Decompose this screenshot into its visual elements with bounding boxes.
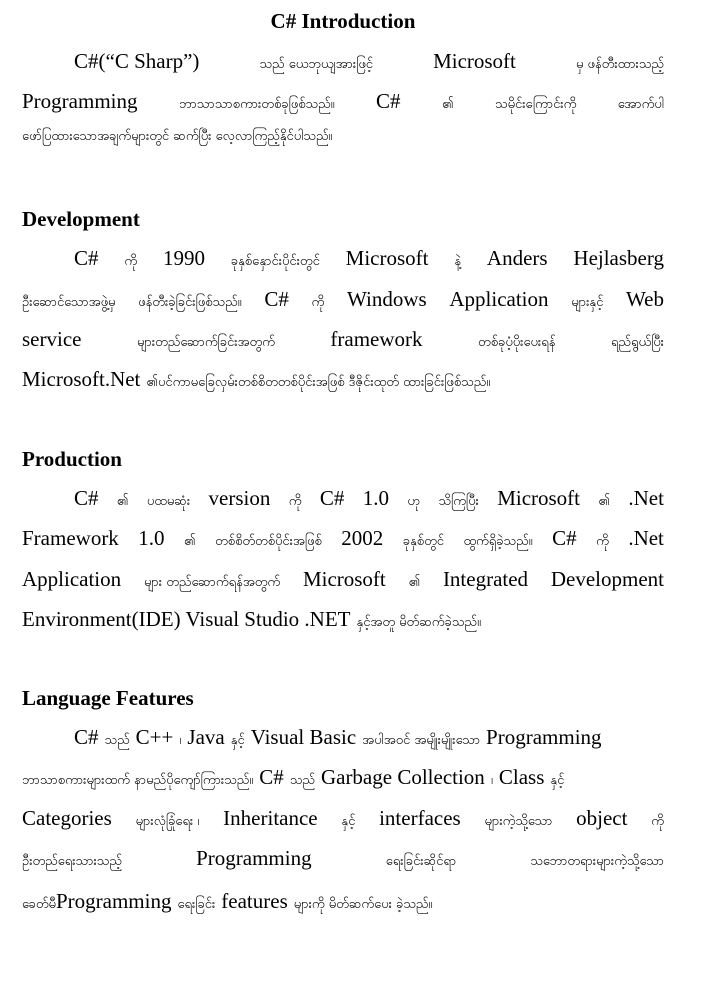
section-heading: Production bbox=[22, 447, 122, 471]
text-run: Web bbox=[626, 287, 664, 311]
section-heading: Development bbox=[22, 207, 140, 231]
text-run: ၏ bbox=[598, 494, 610, 509]
text-run: Programming bbox=[196, 846, 312, 870]
text-run: ရေးခြင်း bbox=[177, 897, 216, 912]
text-run: Programming bbox=[22, 89, 138, 113]
text-run: Programming bbox=[55, 889, 172, 913]
text-run: 1990 bbox=[162, 246, 205, 270]
text-run: ဟု bbox=[407, 494, 421, 509]
text-run: C# bbox=[376, 89, 401, 113]
text-run: interfaces bbox=[379, 806, 461, 830]
text-run: ကို bbox=[596, 534, 609, 549]
text-run: နှင့် bbox=[341, 814, 356, 829]
paragraph-line bbox=[22, 722, 664, 752]
paragraph-line bbox=[22, 483, 664, 513]
text-run: သဘောတရားများကဲ့သို့သော bbox=[530, 854, 664, 869]
text-run: Hejlasberg bbox=[573, 246, 664, 270]
text-run: .Net bbox=[628, 486, 664, 510]
text-run: Inheritance bbox=[223, 806, 318, 830]
text-run: ၏ bbox=[408, 575, 421, 590]
text-run: Visual Basic bbox=[250, 725, 357, 749]
text-run: အပါအဝင် အမျိုးမျိုးသော bbox=[362, 733, 481, 748]
text-run: နှင့် bbox=[550, 773, 565, 788]
text-run: ၏ပင်ကာမခြေလှမ်းတစ်စိတတစ်ပိုင်းအဖြစ် ဒီဇိုင်းထုတ် ထားခြင်းဖြစ်သည်။ bbox=[146, 375, 491, 390]
text-run: အောက်ပါ bbox=[617, 97, 664, 112]
paragraph-line bbox=[22, 803, 664, 833]
text-run: Application bbox=[22, 567, 122, 591]
text-run: ခုနှစ်တွင် bbox=[402, 534, 444, 549]
text-run: များ တည်ဆောက်ရန်အတွက် bbox=[143, 575, 281, 590]
text-run: C++ bbox=[135, 725, 174, 749]
text-run: တစ်ခုပံ့ပိုးပေးရန် bbox=[478, 335, 556, 350]
text-run: Environment(IDE) Visual Studio .NET bbox=[22, 607, 351, 631]
text-run: များတည်ဆောက်ခြင်းအတွက် bbox=[137, 335, 275, 350]
text-run: မှ ဖန်တီးထားသည့် bbox=[575, 57, 664, 72]
text-run: များကဲ့သို့သော bbox=[484, 814, 553, 829]
paragraph-line bbox=[22, 604, 664, 634]
paragraph-line bbox=[22, 523, 664, 553]
text-run: နှင့်အတူ မိတ်ဆက်ခဲ့သည်။ bbox=[356, 615, 481, 630]
text-run: သည် bbox=[289, 773, 315, 788]
text-run: Categories bbox=[22, 806, 112, 830]
text-run: object bbox=[576, 806, 628, 830]
text-run: သမိုင်းကြောင်းကို bbox=[495, 97, 577, 112]
paragraph-line bbox=[22, 284, 664, 314]
text-run: C# bbox=[74, 725, 99, 749]
text-run: ကို bbox=[124, 254, 138, 269]
text-run: C# bbox=[259, 765, 284, 789]
text-run: .Net bbox=[628, 526, 664, 550]
paragraph-line bbox=[22, 324, 664, 354]
text-run: ပထမဆုံး bbox=[146, 494, 191, 509]
text-run: ၊ bbox=[490, 773, 493, 788]
text-run: Application bbox=[449, 287, 549, 311]
text-run: Microsoft bbox=[345, 246, 429, 270]
text-run: service bbox=[22, 327, 82, 351]
text-run: ရည်ရွယ်ပြီး bbox=[610, 335, 664, 350]
text-run: Microsoft bbox=[302, 567, 386, 591]
text-run: Microsoft bbox=[497, 486, 581, 510]
text-run: ဘာသာစကားများထက် နာမည်ပိုကျော်ကြားသည်။ bbox=[22, 773, 254, 788]
paragraph-line bbox=[22, 762, 664, 792]
text-run: 1.0 bbox=[362, 486, 389, 510]
text-run: ၏ bbox=[441, 97, 454, 112]
text-run: ၊ bbox=[179, 733, 182, 748]
text-run: C#(“C Sharp”) bbox=[74, 49, 200, 73]
text-run: တစ်စိတ်တစ်ပိုင်းအဖြစ် bbox=[215, 534, 322, 549]
text-run: features bbox=[221, 889, 288, 913]
text-run: Class bbox=[498, 765, 545, 789]
text-run: Windows bbox=[347, 287, 427, 311]
text-run: C# bbox=[319, 486, 345, 510]
text-run: နှင့် bbox=[230, 733, 245, 748]
text-run: သိကြပြီး bbox=[438, 494, 479, 509]
text-run: Framework bbox=[22, 526, 119, 550]
text-run: Anders bbox=[486, 246, 548, 270]
paragraph-line bbox=[22, 364, 664, 394]
paragraph-line bbox=[22, 564, 664, 594]
text-run: များလုံခြုံရေး ၊ bbox=[135, 814, 200, 829]
text-run: C# bbox=[74, 246, 99, 270]
text-run: ၏ bbox=[184, 534, 196, 549]
text-run: ဖော်ပြထားသောအချက်များတွင် ဆက်ပြီး လေ့လာကြည့်နိုင်ပါသည်။ bbox=[22, 129, 333, 144]
paragraph-line bbox=[22, 243, 664, 273]
text-run: ဖန်တီးခဲ့ခြင်းဖြစ်သည်။ bbox=[138, 295, 242, 310]
text-run: Programming bbox=[486, 725, 602, 749]
text-run: သည် bbox=[104, 733, 130, 748]
text-run: Microsoft bbox=[433, 49, 516, 73]
paragraph-line bbox=[22, 86, 664, 116]
text-run: ကို bbox=[311, 295, 325, 310]
text-run: Development bbox=[550, 567, 664, 591]
text-run: ဦးတည်ရေးသားသည့် bbox=[22, 854, 122, 869]
text-run: 2002 bbox=[341, 526, 384, 550]
text-run: ဘာသာသာစကားတစ်ခုဖြစ်သည်။ bbox=[178, 97, 335, 112]
paragraph-line bbox=[22, 46, 664, 76]
paragraph-line bbox=[22, 122, 664, 152]
text-run: ဦးဆောင်သောအဖွဲ့မှ bbox=[22, 295, 116, 310]
text-run: Microsoft.Net bbox=[22, 367, 141, 391]
paragraph-line bbox=[22, 886, 664, 916]
text-run: 1.0 bbox=[138, 526, 165, 550]
text-run: C# bbox=[264, 287, 289, 311]
text-run: ၏ bbox=[116, 494, 129, 509]
text-run: များနှင့် bbox=[571, 295, 604, 310]
text-run: ရေးခြင်းဆိုင်ရာ bbox=[385, 854, 457, 869]
text-run: များကို မိတ်ဆက်ပေး ခဲ့သည်။ bbox=[293, 897, 433, 912]
text-run: C# bbox=[74, 486, 99, 510]
text-run: ကို bbox=[288, 494, 302, 509]
text-run: နဲ့ bbox=[454, 254, 462, 269]
text-run: ခုနှစ်နှောင်းပိုင်းတွင် bbox=[230, 254, 320, 269]
text-run: သည် ယေဘုယျအားဖြင့် bbox=[259, 57, 373, 72]
text-run: ထွက်ရှိခဲ့သည်။ bbox=[463, 534, 533, 549]
text-run: Garbage Collection bbox=[320, 765, 485, 789]
paragraph-line bbox=[22, 843, 664, 873]
text-run: version bbox=[208, 486, 271, 510]
section-heading: Language Features bbox=[22, 686, 194, 710]
text-run: Integrated bbox=[442, 567, 529, 591]
text-run: ခေတ်မီ bbox=[22, 897, 56, 912]
text-run: C# bbox=[552, 526, 577, 550]
text-run: framework bbox=[330, 327, 423, 351]
document-title: C# Introduction bbox=[270, 9, 416, 33]
text-run: ကို bbox=[651, 814, 664, 829]
text-run: Java bbox=[187, 725, 225, 749]
